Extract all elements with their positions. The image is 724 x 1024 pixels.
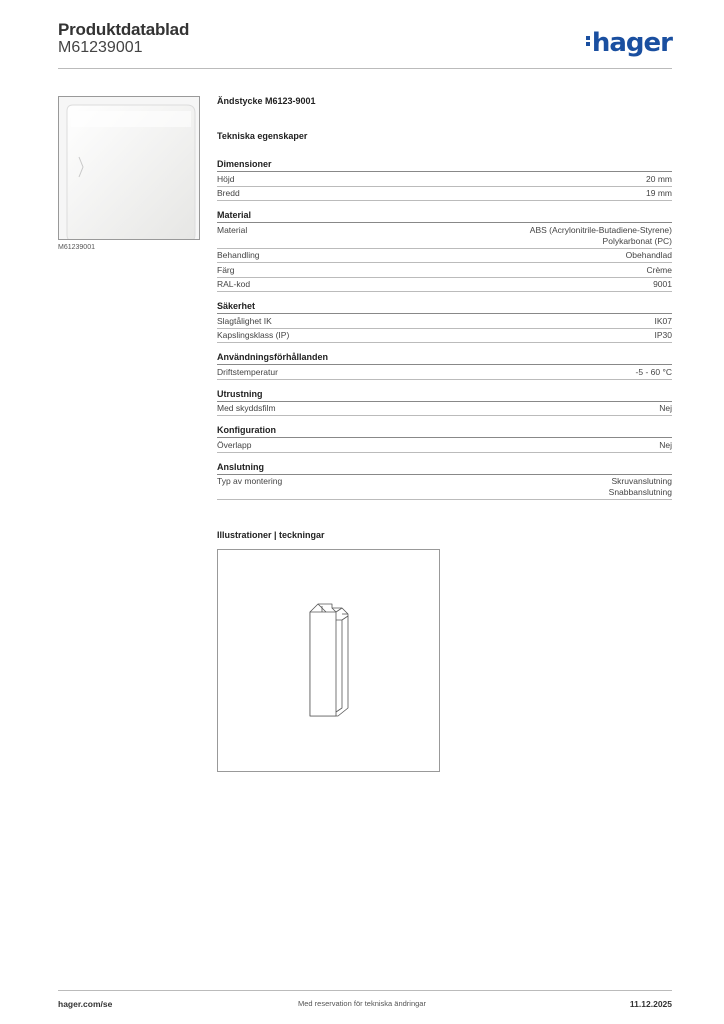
group-anvandningsforhallanden bbox=[217, 352, 672, 380]
spec-value: 20 mm bbox=[646, 173, 672, 184]
spec-row bbox=[217, 329, 672, 344]
spec-key: Kapslingsklass (IP) bbox=[217, 330, 290, 340]
spec-row bbox=[217, 314, 672, 329]
end-cap-drawing-icon bbox=[218, 550, 439, 771]
spec-value: Nej bbox=[659, 403, 672, 413]
spec-key: Material bbox=[217, 224, 248, 235]
group-title: Konfiguration bbox=[217, 425, 672, 438]
spec-key: Slagtålighet IK bbox=[217, 315, 272, 326]
spec-value: IK07 bbox=[654, 315, 672, 326]
spec-row bbox=[217, 263, 672, 278]
spec-value: -5 - 60 °C bbox=[635, 366, 672, 377]
properties-heading: Tekniska egenskaper bbox=[217, 131, 308, 141]
group-konfiguration bbox=[217, 425, 672, 453]
product-photo bbox=[58, 96, 200, 240]
footer-disclaimer: Med reservation för tekniska ändringar bbox=[298, 999, 426, 1008]
spec-value: IP30 bbox=[654, 330, 672, 340]
specification-section bbox=[217, 96, 672, 509]
spec-key: Behandling bbox=[217, 250, 260, 260]
page-title: Produktdatablad bbox=[58, 20, 190, 39]
footer-divider bbox=[58, 990, 672, 991]
logo-text: hager bbox=[591, 28, 672, 58]
group-title: Anslutning bbox=[217, 462, 672, 475]
technical-drawing bbox=[217, 549, 440, 772]
group-anslutning bbox=[217, 462, 672, 501]
spec-row bbox=[217, 402, 672, 417]
spec-key: RAL-kod bbox=[217, 279, 251, 289]
photo-caption: M61239001 bbox=[58, 244, 95, 251]
spec-value: Nej bbox=[659, 439, 672, 450]
spec-row bbox=[217, 278, 672, 293]
group-title: Material bbox=[217, 210, 672, 223]
spec-key: Driftstemperatur bbox=[217, 366, 278, 377]
hager-logo bbox=[586, 28, 672, 58]
spec-row bbox=[217, 172, 672, 187]
group-utrustning bbox=[217, 389, 672, 417]
spec-row bbox=[217, 365, 672, 380]
spec-key: Överlapp bbox=[217, 439, 252, 450]
group-title: Dimensioner bbox=[217, 159, 672, 172]
spec-key: Med skyddsfilm bbox=[217, 403, 276, 413]
footer-website-link[interactable]: hager.com/se bbox=[58, 999, 113, 1009]
spec-key: Bredd bbox=[217, 188, 240, 198]
spec-value-line: Skruvanslutning bbox=[611, 476, 672, 486]
spec-row bbox=[217, 438, 672, 453]
header-divider bbox=[58, 68, 672, 69]
spec-row bbox=[217, 475, 672, 501]
illustrations-heading: Illustrationer | teckningar bbox=[217, 530, 325, 540]
product-name: Ändstycke M6123-9001 bbox=[217, 96, 316, 106]
group-sakerhet bbox=[217, 301, 672, 343]
spec-value: Crème bbox=[646, 264, 672, 275]
group-title: Användningsförhållanden bbox=[217, 352, 672, 365]
footer-date: 11.12.2025 bbox=[629, 999, 672, 1009]
group-title: Säkerhet bbox=[217, 301, 672, 314]
article-number: M61239001 bbox=[58, 39, 143, 56]
spec-value-line: ABS (Acrylonitrile-Butadiene-Styrene) bbox=[529, 224, 672, 235]
logo-dots-icon bbox=[586, 34, 590, 48]
group-dimensioner bbox=[217, 159, 672, 201]
spec-value-line: Polykarbonat (PC) bbox=[602, 235, 672, 246]
group-title: Utrustning bbox=[217, 389, 672, 402]
spec-value: 9001 bbox=[653, 279, 672, 289]
spec-row bbox=[217, 223, 672, 249]
spec-value-line: Snabbanslutning bbox=[608, 487, 672, 497]
spec-row bbox=[217, 249, 672, 264]
spec-value bbox=[609, 476, 672, 498]
spec-value: 19 mm bbox=[646, 188, 672, 198]
spec-key: Typ av montering bbox=[217, 476, 283, 486]
spec-row bbox=[217, 187, 672, 202]
spec-key: Höjd bbox=[217, 173, 235, 184]
spec-value bbox=[530, 225, 672, 247]
spec-key: Färg bbox=[217, 264, 235, 275]
spec-value: Obehandlad bbox=[625, 250, 672, 260]
group-material bbox=[217, 210, 672, 292]
end-cap-photo-icon bbox=[59, 97, 200, 240]
